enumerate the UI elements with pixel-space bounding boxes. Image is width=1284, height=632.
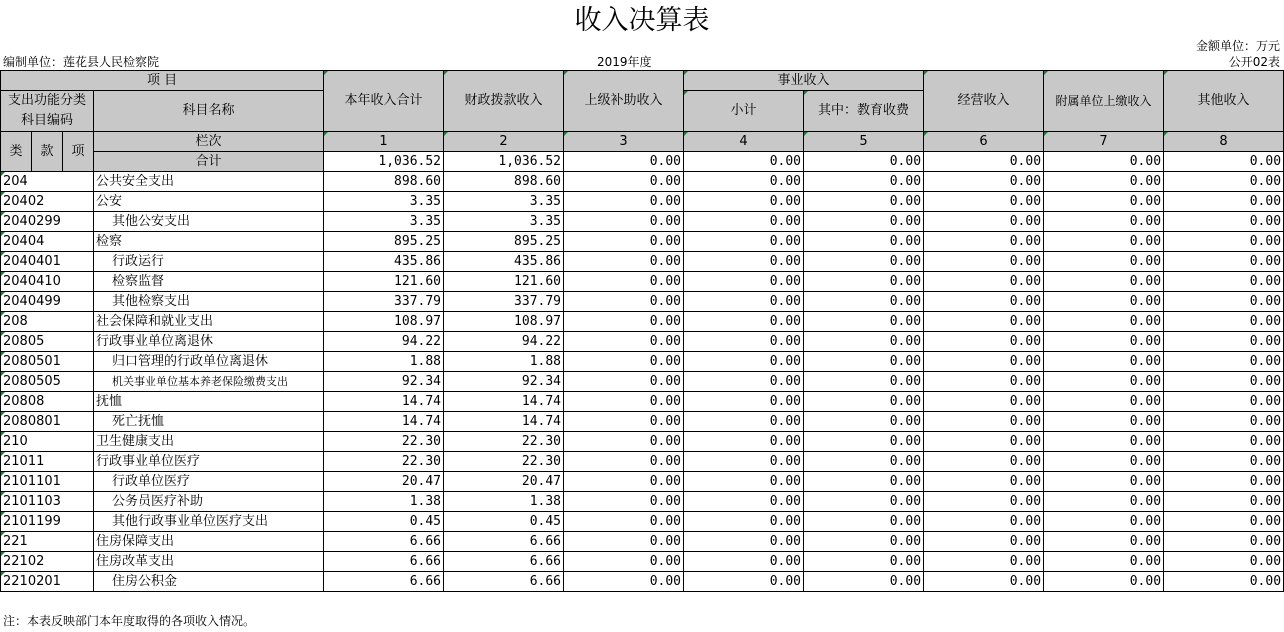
func-code-cell: 21011: [1, 452, 94, 472]
value-cell: 0.00: [1164, 172, 1284, 192]
value-cell: 92.34: [324, 372, 444, 392]
value-cell: 0.00: [564, 172, 684, 192]
subject-name-cell: 其他公安支出: [94, 212, 324, 232]
subject-name-cell: 行政事业单位离退休: [94, 332, 324, 352]
value-cell: 895.25: [324, 232, 444, 252]
value-cell: 0.00: [924, 192, 1044, 212]
value-cell: 0.00: [564, 352, 684, 372]
value-cell: 6.66: [444, 572, 564, 592]
value-cell: 0.00: [804, 432, 924, 452]
value-cell: 0.00: [804, 272, 924, 292]
value-cell: 0.00: [564, 392, 684, 412]
value-cell: 0.00: [1044, 352, 1164, 372]
value-cell: 6.66: [444, 532, 564, 552]
value-cell: 898.60: [324, 172, 444, 192]
subject-name-cell: 行政运行: [94, 252, 324, 272]
value-cell: 0.00: [924, 212, 1044, 232]
value-cell: 0.00: [684, 172, 804, 192]
table-row: [1, 272, 1284, 292]
value-cell: 0.00: [924, 392, 1044, 412]
total-value: 1,036.52: [324, 152, 444, 172]
value-cell: 121.60: [324, 272, 444, 292]
value-cell: 0.00: [924, 372, 1044, 392]
value-cell: 20.47: [444, 472, 564, 492]
value-cell: 0.00: [804, 172, 924, 192]
value-cell: 0.00: [684, 192, 804, 212]
value-cell: 0.00: [924, 412, 1044, 432]
column-index-row: [1, 132, 1284, 152]
column-index-label: 栏次: [94, 132, 324, 152]
value-cell: 0.00: [1164, 472, 1284, 492]
value-cell: 0.00: [1044, 252, 1164, 272]
value-cell: 14.74: [324, 392, 444, 412]
value-cell: 0.00: [924, 352, 1044, 372]
value-cell: 121.60: [444, 272, 564, 292]
value-cell: 0.00: [1044, 332, 1164, 352]
total-value: 1,036.52: [444, 152, 564, 172]
func-code-cell: 2040299: [1, 212, 94, 232]
value-cell: 0.00: [564, 312, 684, 332]
value-cell: 6.66: [324, 552, 444, 572]
value-cell: 0.00: [804, 512, 924, 532]
organization-label: 编制单位：莲花县人民检察院: [3, 55, 160, 69]
value-cell: 0.00: [924, 232, 1044, 252]
value-cell: 94.22: [324, 332, 444, 352]
value-cell: 0.00: [1164, 192, 1284, 212]
value-cell: 0.00: [684, 372, 804, 392]
value-cell: 0.00: [684, 552, 804, 572]
subject-name-cell: 卫生健康支出: [94, 432, 324, 452]
value-cell: 0.00: [1164, 352, 1284, 372]
value-cell: 22.30: [324, 432, 444, 452]
value-cell: 0.00: [1044, 372, 1164, 392]
value-cell: 0.00: [1044, 192, 1164, 212]
value-cell: 14.74: [324, 412, 444, 432]
func-code-header: [1, 91, 94, 132]
value-cell: 22.30: [444, 432, 564, 452]
value-cell: 0.00: [1164, 392, 1284, 412]
value-cell: 0.00: [804, 352, 924, 372]
value-cell: 0.00: [804, 392, 924, 412]
value-cell: 3.35: [324, 192, 444, 212]
superior-subsidy-header: 上级补助收入: [564, 71, 684, 132]
total-value: 0.00: [1164, 152, 1284, 172]
value-cell: 0.00: [684, 332, 804, 352]
func-code-cell: 2080505: [1, 372, 94, 392]
value-cell: 0.00: [924, 572, 1044, 592]
subject-name-cell: 行政事业单位医疗: [94, 452, 324, 472]
value-cell: 0.00: [1044, 232, 1164, 252]
value-cell: 0.00: [564, 552, 684, 572]
kuan-header: 款: [32, 132, 63, 172]
value-cell: 0.00: [684, 232, 804, 252]
footnote: 注：本表反映部门本年度取得的各项收入情况。: [3, 614, 256, 628]
value-cell: 0.00: [924, 292, 1044, 312]
value-cell: 0.00: [684, 432, 804, 452]
value-cell: 0.00: [684, 492, 804, 512]
operating-income-header: 经营收入: [924, 71, 1044, 132]
subject-name-cell: 其他检察支出: [94, 292, 324, 312]
subject-name-cell: 行政单位医疗: [94, 472, 324, 492]
value-cell: 0.00: [564, 372, 684, 392]
value-cell: 108.97: [444, 312, 564, 332]
value-cell: 0.00: [1164, 572, 1284, 592]
table-row: [1, 572, 1284, 592]
total-value: 0.00: [564, 152, 684, 172]
value-cell: 0.00: [1164, 512, 1284, 532]
table-row: [1, 292, 1284, 312]
affiliated-income-header: 附属单位上缴收入: [1044, 71, 1164, 132]
subject-name-cell: 其他行政事业单位医疗支出: [94, 512, 324, 532]
value-cell: 0.00: [1044, 552, 1164, 572]
value-cell: 20.47: [324, 472, 444, 492]
func-code-cell: 22102: [1, 552, 94, 572]
func-code-cell: 2210201: [1, 572, 94, 592]
value-cell: 0.00: [564, 512, 684, 532]
value-cell: 0.00: [1044, 272, 1164, 292]
value-cell: 0.00: [804, 192, 924, 212]
value-cell: 0.00: [684, 412, 804, 432]
value-cell: 14.74: [444, 392, 564, 412]
value-cell: 22.30: [324, 452, 444, 472]
subject-name-cell: 住房改革支出: [94, 552, 324, 572]
value-cell: 337.79: [324, 292, 444, 312]
value-cell: 1.88: [444, 352, 564, 372]
subject-name-cell: 检察: [94, 232, 324, 252]
value-cell: 0.00: [684, 352, 804, 372]
table-row: [1, 232, 1284, 252]
value-cell: 0.00: [804, 572, 924, 592]
value-cell: 0.00: [1044, 172, 1164, 192]
value-cell: 337.79: [444, 292, 564, 312]
value-cell: 0.00: [564, 192, 684, 212]
func-code-cell: 20808: [1, 392, 94, 412]
meta-line: [0, 54, 1284, 70]
value-cell: 0.00: [804, 252, 924, 272]
value-cell: 0.45: [324, 512, 444, 532]
value-cell: 22.30: [444, 452, 564, 472]
table-body: [1, 71, 1284, 592]
table-row: [1, 312, 1284, 332]
func-code-cell: 2040410: [1, 272, 94, 292]
value-cell: 0.00: [1164, 452, 1284, 472]
value-cell: 94.22: [444, 332, 564, 352]
col-number: 4: [684, 132, 804, 152]
value-cell: 0.00: [564, 412, 684, 432]
subject-name-cell: 社会保障和就业支出: [94, 312, 324, 332]
value-cell: 0.00: [684, 532, 804, 552]
func-code-cell: 2101101: [1, 472, 94, 492]
value-cell: 0.00: [924, 512, 1044, 532]
value-cell: 0.00: [924, 492, 1044, 512]
value-cell: 0.00: [564, 532, 684, 552]
func-code-cell: 210: [1, 432, 94, 452]
sum-label: 合计: [94, 152, 324, 172]
value-cell: 0.00: [684, 252, 804, 272]
value-cell: 3.35: [444, 212, 564, 232]
fiscal-year: 2019年度: [597, 55, 652, 69]
subject-name-cell: 死亡抚恤: [94, 412, 324, 432]
value-cell: 0.00: [564, 452, 684, 472]
value-cell: 0.00: [804, 532, 924, 552]
value-cell: 0.00: [804, 212, 924, 232]
table-row: [1, 432, 1284, 452]
education-fee-header: 其中：教育收费: [804, 91, 924, 132]
value-cell: 92.34: [444, 372, 564, 392]
func-code-cell: 208: [1, 312, 94, 332]
value-cell: 0.00: [924, 332, 1044, 352]
xiang-header: 项: [63, 132, 94, 172]
value-cell: 0.00: [1164, 532, 1284, 552]
value-cell: 0.00: [684, 472, 804, 492]
value-cell: 0.00: [1044, 452, 1164, 472]
value-cell: 0.00: [804, 312, 924, 332]
subject-name-cell: 抚恤: [94, 392, 324, 412]
value-cell: 0.00: [564, 252, 684, 272]
value-cell: 0.00: [564, 272, 684, 292]
income-table: [0, 70, 1284, 592]
value-cell: 14.74: [444, 412, 564, 432]
item-header: 项 目: [1, 71, 324, 91]
total-value: 0.00: [684, 152, 804, 172]
value-cell: 0.00: [684, 392, 804, 412]
value-cell: 0.00: [924, 272, 1044, 292]
value-cell: 0.00: [684, 452, 804, 472]
value-cell: 0.00: [564, 472, 684, 492]
col-number: 8: [1164, 132, 1284, 152]
value-cell: 3.35: [444, 192, 564, 212]
func-code-cell: 2080801: [1, 412, 94, 432]
value-cell: 0.00: [1164, 292, 1284, 312]
value-cell: 0.00: [804, 472, 924, 492]
fiscal-income-header: 财政拨款收入: [444, 71, 564, 132]
func-code-cell: 2101199: [1, 512, 94, 532]
table-row: [1, 392, 1284, 412]
value-cell: 0.00: [564, 212, 684, 232]
other-income-header: 其他收入: [1164, 71, 1284, 132]
col-number: 2: [444, 132, 564, 152]
value-cell: 0.00: [1044, 472, 1164, 492]
table-row: [1, 472, 1284, 492]
func-code-cell: 20805: [1, 332, 94, 352]
subject-name-cell: 检察监督: [94, 272, 324, 292]
value-cell: 0.00: [684, 212, 804, 232]
value-cell: 0.00: [804, 332, 924, 352]
value-cell: 0.00: [924, 552, 1044, 572]
value-cell: 0.00: [804, 372, 924, 392]
page-title: 收入决算表: [574, 5, 710, 36]
value-cell: 108.97: [324, 312, 444, 332]
total-value: 0.00: [804, 152, 924, 172]
value-cell: 0.00: [1044, 312, 1164, 332]
func-code-cell: 20402: [1, 192, 94, 212]
value-cell: 0.00: [1044, 572, 1164, 592]
value-cell: 0.00: [684, 272, 804, 292]
header-row-1: [1, 71, 1284, 91]
table-row: [1, 332, 1284, 352]
value-cell: 0.00: [924, 172, 1044, 192]
value-cell: 0.00: [924, 532, 1044, 552]
subject-name-cell: 公安: [94, 192, 324, 212]
value-cell: 3.35: [324, 212, 444, 232]
subject-name-cell: 归口管理的行政单位离退休: [94, 352, 324, 372]
func-code-cell: 20404: [1, 232, 94, 252]
value-cell: 0.00: [1164, 552, 1284, 572]
value-cell: 0.00: [684, 572, 804, 592]
table-row: [1, 212, 1284, 232]
value-cell: 0.00: [684, 292, 804, 312]
value-cell: 0.00: [804, 232, 924, 252]
value-cell: 0.00: [1044, 432, 1164, 452]
table-row: [1, 252, 1284, 272]
value-cell: 0.00: [1044, 212, 1164, 232]
subject-name-header: 科目名称: [94, 91, 324, 132]
value-cell: 0.00: [1164, 272, 1284, 292]
value-cell: 1.88: [324, 352, 444, 372]
value-cell: 435.86: [444, 252, 564, 272]
table-row: [1, 512, 1284, 532]
subject-name-cell: 住房保障支出: [94, 532, 324, 552]
col-number: 6: [924, 132, 1044, 152]
value-cell: 0.00: [1164, 372, 1284, 392]
func-code-cell: 2040499: [1, 292, 94, 312]
value-cell: 435.86: [324, 252, 444, 272]
value-cell: 0.45: [444, 512, 564, 532]
col-number: 3: [564, 132, 684, 152]
value-cell: 1.38: [444, 492, 564, 512]
amount-unit: 金额单位：万元: [1195, 39, 1280, 53]
value-cell: 0.00: [564, 432, 684, 452]
value-cell: 6.66: [324, 532, 444, 552]
table-row: [1, 352, 1284, 372]
value-cell: 0.00: [924, 472, 1044, 492]
value-cell: 0.00: [804, 412, 924, 432]
value-cell: 0.00: [804, 492, 924, 512]
career-income-header: 事业收入: [684, 71, 924, 91]
value-cell: 0.00: [1044, 292, 1164, 312]
value-cell: 0.00: [1164, 412, 1284, 432]
func-code-cell: 2101103: [1, 492, 94, 512]
value-cell: 0.00: [924, 312, 1044, 332]
value-cell: 6.66: [324, 572, 444, 592]
subject-name-cell: 公共安全支出: [94, 172, 324, 192]
value-cell: 0.00: [684, 512, 804, 532]
value-cell: 0.00: [564, 332, 684, 352]
value-cell: 0.00: [1164, 312, 1284, 332]
subject-name-cell: 机关事业单位基本养老保险缴费支出: [94, 372, 324, 392]
value-cell: 0.00: [1164, 212, 1284, 232]
col-number: 7: [1044, 132, 1164, 152]
value-cell: 0.00: [1044, 392, 1164, 412]
value-cell: 898.60: [444, 172, 564, 192]
value-cell: 0.00: [564, 572, 684, 592]
value-cell: 0.00: [564, 232, 684, 252]
career-subtotal-header: 小计: [684, 91, 804, 132]
value-cell: 1.38: [324, 492, 444, 512]
value-cell: 0.00: [564, 492, 684, 512]
table-row: [1, 192, 1284, 212]
table-row: [1, 492, 1284, 512]
subject-name-cell: 公务员医疗补助: [94, 492, 324, 512]
value-cell: 0.00: [1044, 492, 1164, 512]
value-cell: 0.00: [804, 552, 924, 572]
table-row: [1, 452, 1284, 472]
total-value: 0.00: [924, 152, 1044, 172]
value-cell: 0.00: [924, 252, 1044, 272]
table-row: [1, 412, 1284, 432]
subject-name-cell: 住房公积金: [94, 572, 324, 592]
totals-row: [1, 152, 1284, 172]
value-cell: 0.00: [804, 292, 924, 312]
value-cell: 0.00: [1044, 532, 1164, 552]
value-cell: 0.00: [1164, 252, 1284, 272]
table-row: [1, 532, 1284, 552]
total-value: 0.00: [1044, 152, 1164, 172]
value-cell: 0.00: [1044, 412, 1164, 432]
value-cell: 0.00: [1164, 432, 1284, 452]
col-number: 5: [804, 132, 924, 152]
table-row: [1, 372, 1284, 392]
func-code-cell: 2080501: [1, 352, 94, 372]
value-cell: 0.00: [684, 312, 804, 332]
value-cell: 0.00: [1164, 492, 1284, 512]
table-row: [1, 172, 1284, 192]
value-cell: 0.00: [1164, 332, 1284, 352]
value-cell: 0.00: [1164, 232, 1284, 252]
table-row: [1, 552, 1284, 572]
func-code-header-text: 支出功能分类科目编码: [7, 93, 86, 128]
value-cell: 895.25: [444, 232, 564, 252]
func-code-cell: 204: [1, 172, 94, 192]
lei-header: 类: [1, 132, 32, 172]
value-cell: 0.00: [1044, 512, 1164, 532]
col-number: 1: [324, 132, 444, 152]
func-code-cell: 221: [1, 532, 94, 552]
value-cell: 0.00: [924, 452, 1044, 472]
form-code: 公开02表: [1228, 55, 1280, 69]
func-code-cell: 2040401: [1, 252, 94, 272]
value-cell: 6.66: [444, 552, 564, 572]
value-cell: 0.00: [804, 452, 924, 472]
value-cell: 0.00: [564, 292, 684, 312]
value-cell: 0.00: [924, 432, 1044, 452]
total-income-header: 本年收入合计: [324, 71, 444, 132]
